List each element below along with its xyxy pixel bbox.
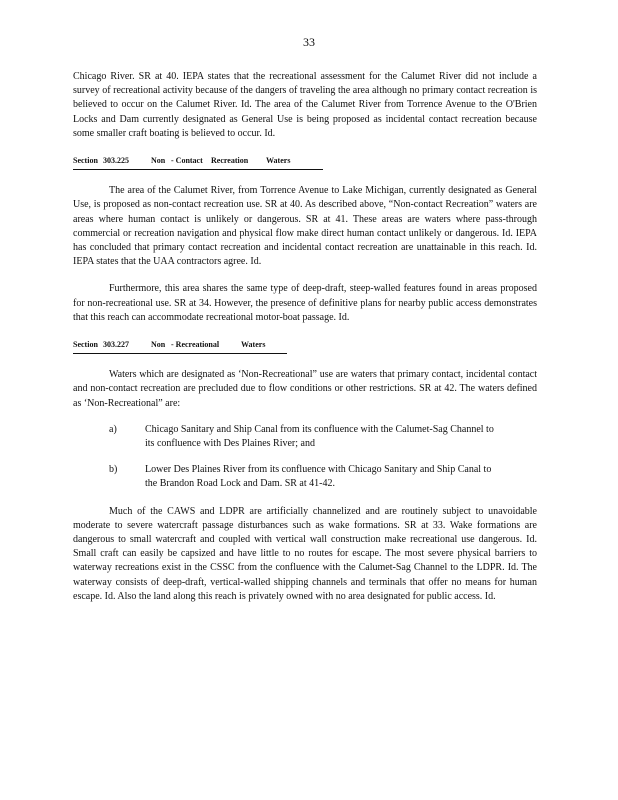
page-number: 33 — [303, 35, 315, 49]
list-item-text: Lower Des Plaines River from its confluence with Chicago Sanitary and Ship Canal to the Brandon Road Lock and Dam. SR at 41-42. — [145, 464, 492, 490]
paragraph-caws-ldpr: Much of the CAWS and LDPR are artificially channelized and are routinely subject to unavoidable moderate to severe watercraft passage disturbances such as wake formations. SR at 33. Wake formations are dangerous to small watercraft and coupled with vertical wall construction make recreational use dangerous. Id. Small craft can easily be capsized and have little to no routes for escape. The most severe physical barriers to waterway recreations exist in the CSSC from the confluence with the Calumet-Sag Channel to the LDPR. Id. The waterway consists of deep-draft, vertical-walled shipping channels and terminals that offer no means for human escape. Id. Also the land along this reach is privately owned with no area designated for public access. Id. — [73, 505, 537, 602]
heading-section-label: Section — [73, 156, 98, 166]
paragraph-intro: Chicago River. SR at 40. IEPA states that the recreational assessment for the Calumet River did not include a survey of recreational activity because of the dangers of traveling the area although no primary contact recreation is believed to occur on the Calumet River. Id. The area of the Calumet River from Torrence Avenue to the O'Brien Locks and Dam currently designated as General Use is being proposed as incidental contact recreation because some smaller craft boating is believed to occur. Id. — [73, 71, 537, 139]
heading-title-part: Recreation — [211, 156, 249, 166]
page-body — [73, 70, 537, 604]
list-marker: b) — [109, 464, 118, 476]
section-heading-303-227 — [73, 338, 287, 354]
list-item — [109, 423, 537, 451]
paragraph-furthermore: Furthermore, this area shares the same type of deep-draft, steep-walled features found in areas proposed for non-recreational use. SR at 34. However, the presence of definitive plans for nearby public access demonstrates that this reach can accommodate recreational motor-boat passage. Id. — [73, 283, 537, 323]
list-marker: a) — [109, 423, 117, 435]
heading-title-part: Non — [151, 156, 166, 166]
heading-title-part: Waters — [266, 156, 291, 166]
heading-title-part: - Contact — [171, 156, 203, 166]
heading-title-part: Waters — [241, 340, 266, 350]
paragraph-non-contact: The area of the Calumet River, from Torrence Avenue to Lake Michigan, currently designated as General Use, is proposed as non-contact recreation use. SR at 40. As described above, “Non-contact Recreation” waters are areas where human contact is unlikely or dangerous. SR at 41. These areas are waters where pass-through commercial or recreation navigation and physical flow make direct human contact unlikely or dangerous. Id. IEPA has concluded that primary contact recreation and incidental contact recreation are unattainable in this reach. Id. IEPA states that the UAA contractors agree. Id. — [73, 185, 537, 268]
paragraph-non-recreational: Waters which are designated as ‘Non-Recreational” use are waters that primary contact, incidental contact and non-contact recreation are precluded due to flow conditions or other restrictions. SR at 42. The waters defined as ‘Non-Recreational” are: — [73, 369, 537, 409]
heading-section-number: 303.225 — [103, 156, 129, 166]
heading-section-label: Section — [73, 340, 98, 350]
heading-section-number: 303.227 — [103, 340, 129, 350]
heading-title-part: Non — [151, 340, 166, 350]
section-heading-303-225 — [73, 154, 323, 170]
heading-title-part: - Recreational — [171, 340, 220, 350]
waters-list — [73, 423, 537, 492]
list-item — [109, 463, 537, 491]
list-item-text: Chicago Sanitary and Ship Canal from its confluence with the Calumet-Sag Channel to its confluence with Des Plaines River; and — [145, 423, 494, 450]
